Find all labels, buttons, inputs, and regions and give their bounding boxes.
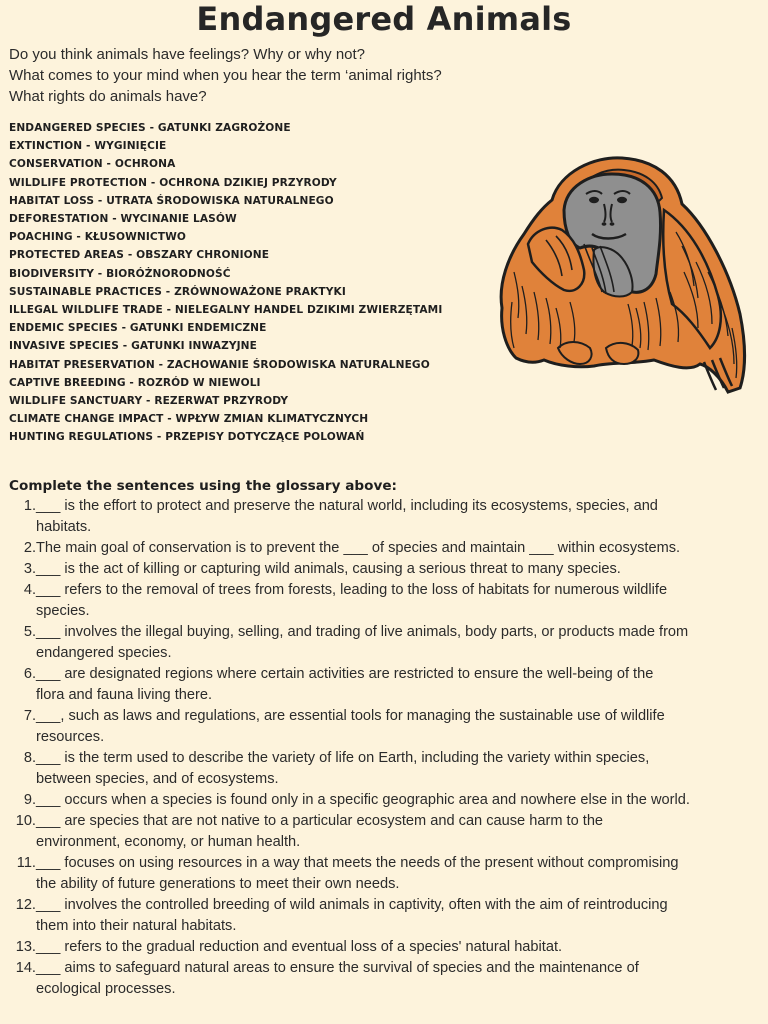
glossary-item: PROTECTED AREAS - OBSZARY CHRONIONE: [9, 249, 270, 262]
list-item: [0, 937, 760, 958]
item-number: 13.: [15, 939, 36, 955]
sentence-list: [0, 496, 760, 1000]
glossary-item: ILLEGAL WILDLIFE TRADE - NIELEGALNY HANDEL DZIKIMI ZWIERZĘTAMI: [9, 304, 443, 317]
list-item: [0, 706, 760, 748]
question: What rights do animals have?: [9, 88, 207, 105]
sentence-line: habitats.: [36, 519, 92, 535]
list-item: [0, 622, 760, 664]
sentence-line: resources.: [36, 729, 105, 745]
item-number: 11.: [16, 855, 36, 871]
sentence-line: ___ is the term used to describe the variety of life on Earth, including the variety within species,: [36, 750, 650, 766]
list-item: [0, 853, 760, 895]
glossary-item: CONSERVATION - OCHRONA: [9, 158, 176, 171]
item-number: 14.: [15, 960, 36, 976]
glossary-item: EXTINCTION - WYGINIĘCIE: [9, 140, 167, 153]
glossary-item: BIODIVERSITY - BIORÓŻNORODNOŚĆ: [9, 267, 231, 280]
orangutan-illustration: [494, 152, 750, 396]
glossary-item: CAPTIVE BREEDING - ROZRÓD W NIEWOLI: [9, 376, 261, 389]
sentence-line: ___ involves the illegal buying, selling, and trading of live animals, body parts, or products made from: [36, 624, 689, 640]
sentence-line: ___ occurs when a species is found only in a specific geographic area and nowhere else in the world.: [36, 792, 690, 808]
sentence-line: them into their natural habitats.: [36, 918, 237, 934]
glossary-item: WILDLIFE PROTECTION - OCHRONA DZIKIEJ PRZYRODY: [9, 176, 337, 189]
question: Do you think animals have feelings? Why or why not?: [9, 46, 366, 63]
glossary-list: [9, 119, 489, 447]
sentence-line: ___ is the effort to protect and preserve the natural world, including its ecosystems, species, and: [36, 498, 658, 514]
sentence-line: ___ is the act of killing or capturing wild animals, causing a serious threat to many species.: [36, 561, 621, 577]
list-item: [0, 895, 760, 937]
list-item: [0, 580, 760, 622]
item-number: 6.: [23, 666, 36, 682]
list-item: [0, 538, 760, 559]
list-item: [0, 958, 760, 1000]
glossary-item: HABITAT PRESERVATION - ZACHOWANIE ŚRODOWISKA NATURALNEGO: [9, 358, 430, 371]
sentence-line: between species, and of ecosystems.: [36, 771, 279, 787]
exercise-heading: Complete the sentences using the glossary above:: [9, 478, 397, 494]
glossary-item: HUNTING REGULATIONS - PRZEPISY DOTYCZĄCE POLOWAŃ: [9, 431, 365, 444]
item-number: 1.: [23, 498, 36, 514]
list-item: [0, 559, 760, 580]
sentence-line: ___, such as laws and regulations, are essential tools for managing the sustainable use of wildlife: [36, 708, 665, 724]
sentence-line: ___ are species that are not native to a particular ecosystem and can cause harm to the: [36, 813, 604, 829]
sentence-line: ___ refers to the removal of trees from forests, leading to the loss of habitats for numerous wildlife: [36, 582, 668, 598]
list-item: [0, 664, 760, 706]
glossary-item: WILDLIFE SANCTUARY - REZERWAT PRZYRODY: [9, 395, 289, 408]
item-number: 9.: [23, 792, 36, 808]
glossary-item: INVASIVE SPECIES - GATUNKI INWAZYJNE: [9, 340, 257, 353]
item-number: 12.: [15, 897, 36, 913]
sentence-line: flora and fauna living there.: [36, 687, 213, 703]
sentence-line: ___ refers to the gradual reduction and eventual loss of a species' natural habitat.: [36, 939, 563, 955]
list-item: [0, 496, 760, 538]
sentence-line: ecological processes.: [36, 981, 176, 997]
question: What comes to your mind when you hear the term ‘animal rights?: [9, 67, 442, 84]
item-number: 3.: [23, 561, 36, 577]
sentence-line: The main goal of conservation is to prevent the ___ of species and maintain ___ within ecosystems.: [36, 540, 681, 556]
sentence-line: the ability of future generations to meet their own needs.: [36, 876, 400, 892]
item-number: 2.: [23, 540, 36, 556]
sentence-line: endangered species.: [36, 645, 172, 661]
glossary-item: HABITAT LOSS - UTRATA ŚRODOWISKA NATURALNEGO: [9, 194, 334, 207]
glossary-item: ENDANGERED SPECIES - GATUNKI ZAGROŻONE: [9, 122, 291, 134]
glossary-item: DEFORESTATION - WYCINANIE LASÓW: [9, 213, 237, 226]
list-item: [0, 748, 760, 790]
glossary-item: CLIMATE CHANGE IMPACT - WPŁYW ZMIAN KLIMATYCZNYCH: [9, 413, 369, 426]
discussion-questions: [9, 44, 529, 107]
sentence-line: ___ involves the controlled breeding of wild animals in captivity, often with the aim of reintroducing: [36, 897, 668, 913]
sentence-line: ___ focuses on using resources in a way that meets the needs of the present without compromising: [36, 855, 679, 871]
glossary-item: POACHING - KŁUSOWNICTWO: [9, 231, 186, 244]
list-item: [0, 811, 760, 853]
glossary-item: SUSTAINABLE PRACTICES - ZRÓWNOWAŻONE PRAKTYKI: [9, 285, 346, 298]
page-title: Endangered Animals: [196, 0, 572, 38]
sentence-line: ___ are designated regions where certain activities are restricted to ensure the well-being of the: [36, 666, 654, 682]
sentence-line: environment, economy, or human health.: [36, 834, 301, 850]
sentence-line: species.: [36, 603, 90, 619]
sentence-line: ___ aims to safeguard natural areas to ensure the survival of species and the maintenance of: [36, 960, 639, 976]
list-item: [0, 790, 760, 811]
item-number: 4.: [23, 582, 36, 598]
item-number: 7.: [23, 708, 36, 724]
glossary-item: ENDEMIC SPECIES - GATUNKI ENDEMICZNE: [9, 322, 267, 335]
item-number: 10.: [15, 813, 36, 829]
item-number: 5.: [23, 624, 36, 640]
orangutan-icon: [501, 158, 744, 392]
item-number: 8.: [23, 750, 36, 766]
